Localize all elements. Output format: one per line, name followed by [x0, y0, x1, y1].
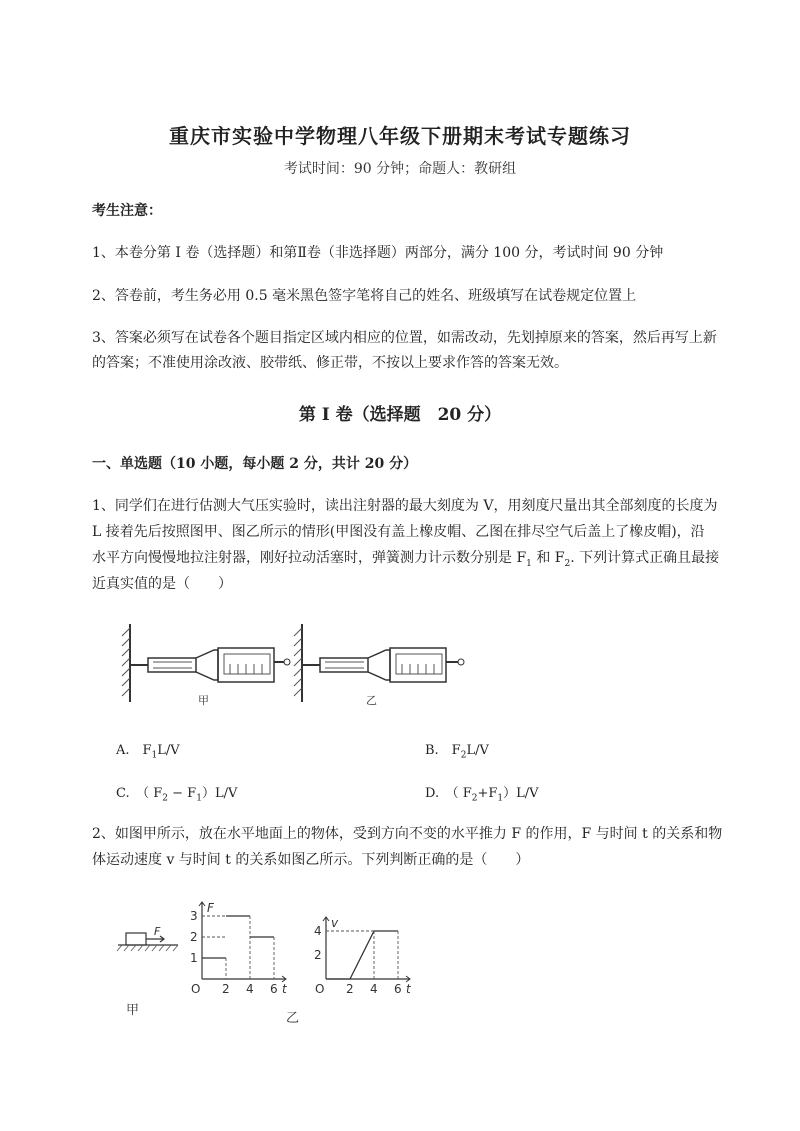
y-axis-label: v [331, 916, 339, 930]
q1-option-a[interactable]: A. $F_1L/V$ [116, 743, 180, 761]
x-axis-label: t [406, 982, 411, 996]
q1-line-4: 近真实值的是（ ） [92, 576, 232, 592]
page-title: 重庆市实验中学物理八年级下册期末考试专题练习 [169, 124, 631, 148]
q2-line-1: 2、如图甲所示，放在水平地面上的物体，受到方向不变的水平推力 F 的作用，F 与时间 t 的关系和物 [92, 826, 723, 842]
y-tick-label: 4 [314, 924, 322, 938]
section-title: 第 I 卷（选择题 20 分） [298, 405, 502, 425]
notice-item-3-cont: 的答案；不准使用涂改液、胶带纸、修正带，不按以上要求作答的答案无效。 [92, 355, 568, 371]
x-tick-label: 4 [246, 982, 254, 996]
y-tick-label: 2 [190, 930, 198, 944]
x-tick-label: O [191, 982, 201, 996]
x-tick-label: 4 [370, 982, 378, 996]
part-title: 一、单选题（10 小题，每小题 2 分，共计 20 分） [92, 456, 418, 472]
y-tick-label: 1 [190, 951, 198, 965]
q2-figure [112, 893, 422, 1025]
figure-label-yi: 乙 [366, 694, 377, 707]
q2-line-2: 体运动速度 v 与时间 t 的关系如图乙所示。下列判断正确的是（ ） [92, 852, 530, 868]
x-tick-label: 2 [222, 982, 230, 996]
notice-item-2: 2、答卷前，考生务必用 0.5 毫米黑色签字笔将自己的姓名、班级填写在试卷规定位置上 [92, 288, 637, 304]
chart-velocity-time [314, 916, 412, 996]
x-tick-label: O [315, 982, 325, 996]
q2-block-diagram [117, 925, 178, 1018]
figure-label-yi-q2: 乙 [286, 1011, 300, 1025]
q1-option-b[interactable]: B. $F_2L/V$ [425, 743, 489, 761]
x-axis-label: t [282, 982, 287, 996]
figure-label-jia: 甲 [198, 694, 209, 707]
y-tick-label: 3 [190, 909, 198, 923]
x-tick-label: 2 [346, 982, 354, 996]
x-tick-label: 6 [270, 982, 278, 996]
x-tick-label: 6 [394, 982, 402, 996]
y-axis-label: F [207, 901, 214, 915]
chart-force-time [190, 901, 288, 996]
q1-syringe-figure [118, 618, 478, 708]
figure-label-jia-q2: 甲 [126, 1003, 140, 1018]
q1-line-3: 水平方向慢慢地拉注射器，刚好拉动活塞时，弹簧测力计示数分别是 $F_1$ 和 $F_2$. 下列计算式正确且最接 [92, 550, 720, 569]
data-line [326, 931, 398, 979]
q1-option-d[interactable]: D. （ $F_2+F_1)L/V$ [425, 786, 539, 804]
q1-line-1: 1、同学们在进行估测大气压实验时，读出注射器的最大刻度为 V，用刻度尺量出其全部刻度的长度为 [92, 498, 718, 514]
q1-option-c[interactable]: C. （ $F_2 - F_1)L/V$ [116, 786, 238, 804]
q1-line-2: L 接着先后按照图甲、图乙所示的情形(甲图没有盖上橡皮帽、乙图在排尽空气后盖上了橡皮帽)，沿 [92, 524, 705, 540]
notice-item-1: 1、本卷分第 I 卷（选择题）和第Ⅱ卷（非选择题）两部分，满分 100 分，考试时间 90 分钟 [92, 245, 664, 261]
notice-heading: 考生注意： [92, 203, 162, 219]
exam-info: 考试时间：90 分钟；命题人：教研组 [283, 161, 517, 177]
notice-item-3: 3、答案必须写在试卷各个题目指定区域内相应的位置，如需改动，先划掉原来的答案，然后再写上新 [92, 330, 717, 346]
y-tick-label: 2 [314, 948, 322, 962]
force-label: F [154, 925, 161, 938]
